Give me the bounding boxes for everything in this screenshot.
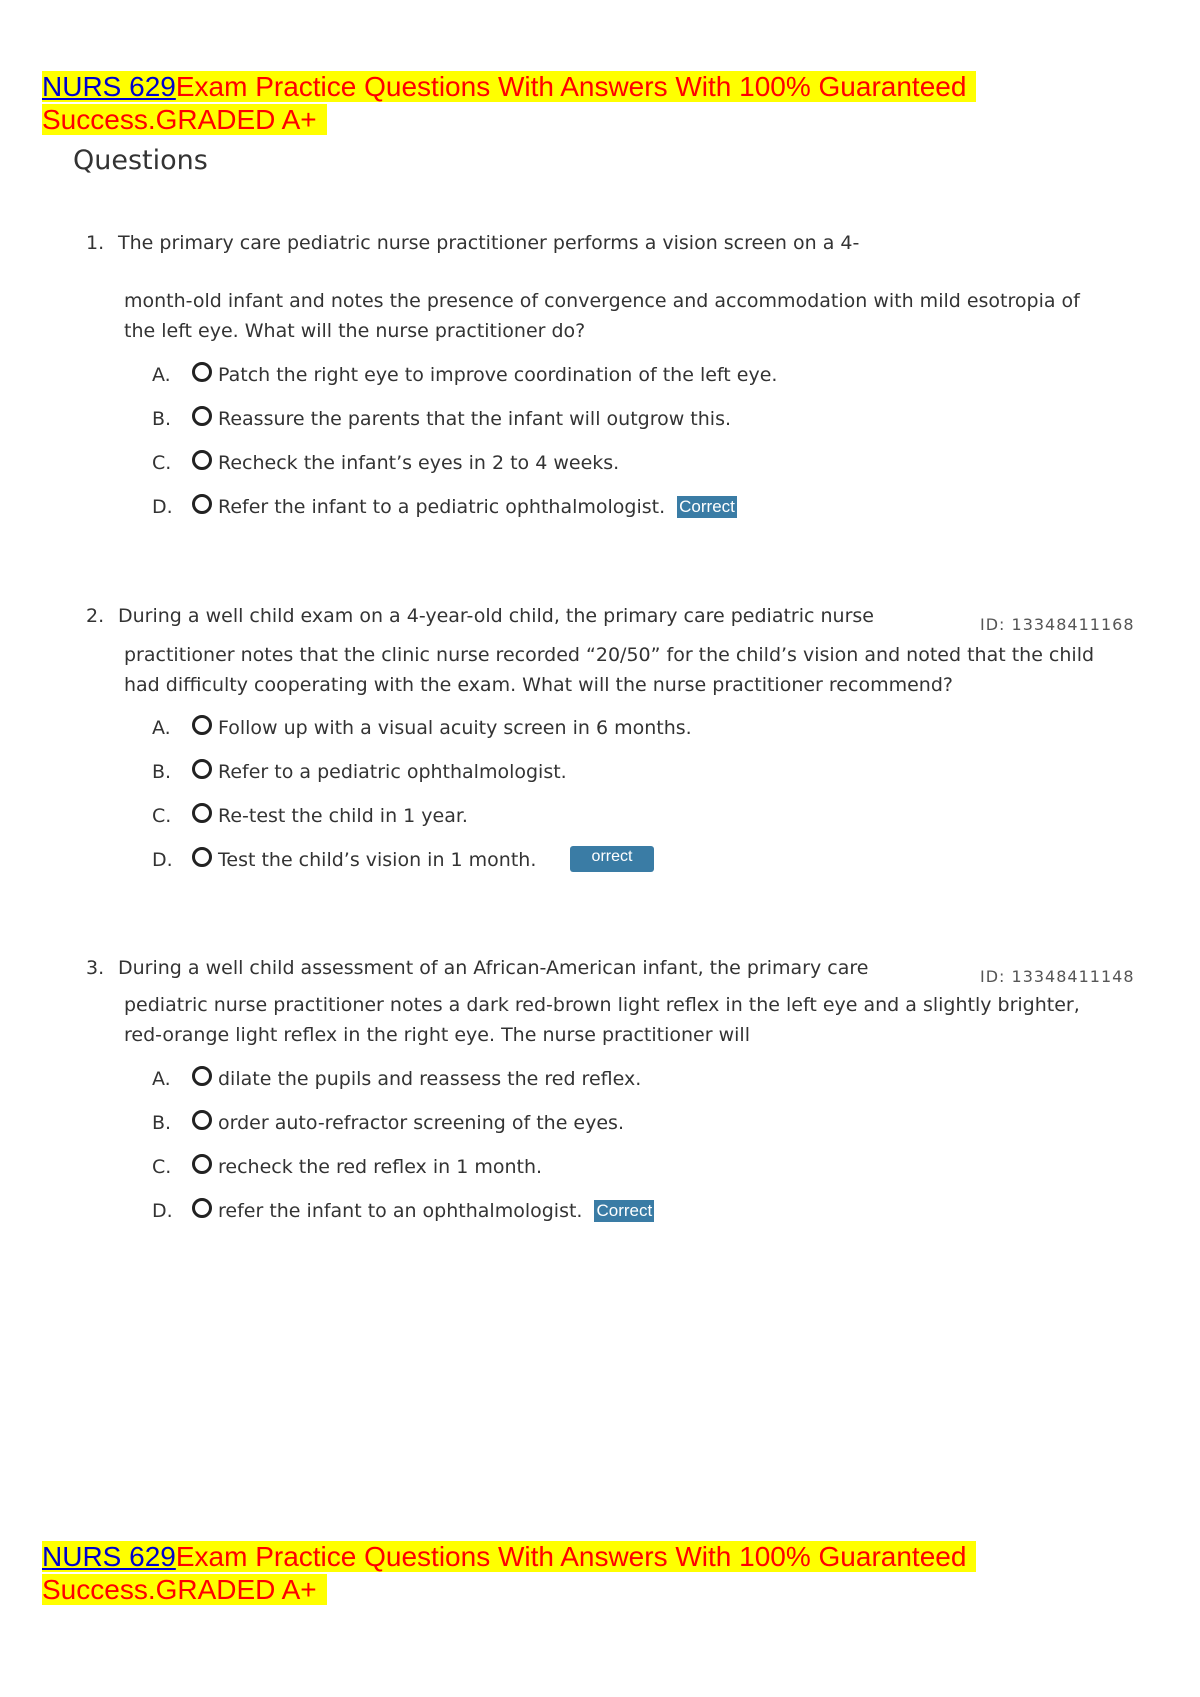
radio-icon[interactable] [192, 362, 212, 382]
option-text: Follow up with a visual acuity screen in 6 months. [218, 717, 692, 739]
header-title-line-1: Exam Practice Questions With Answers With 100% Guaranteed [175, 71, 967, 102]
page-footer [42, 1540, 1002, 1606]
option-letter: C. [152, 1156, 172, 1178]
answer-option-c[interactable] [152, 1156, 542, 1178]
course-link[interactable]: NURS 629 [42, 71, 176, 102]
footer-line-1 [42, 1541, 976, 1572]
radio-icon[interactable] [192, 450, 212, 470]
question-stem: pediatric nurse practitioner notes a dark red-brown light reflex in the left eye and a slightly brighter, red-orange light reflex in the right eye. The nurse practitioner will [124, 994, 1080, 1046]
option-text: dilate the pupils and reassess the red reflex. [218, 1068, 642, 1090]
footer-title-line-1: Exam Practice Questions With Answers With 100% Guaranteed [175, 1541, 967, 1572]
option-letter: B. [152, 1112, 172, 1134]
radio-icon[interactable] [192, 1066, 212, 1086]
option-letter: A. [152, 717, 171, 739]
option-letter: A. [152, 364, 171, 386]
radio-icon[interactable] [192, 1154, 212, 1174]
option-letter: C. [152, 452, 172, 474]
option-letter: D. [152, 496, 173, 518]
answer-option-c[interactable] [152, 452, 619, 474]
option-letter: A. [152, 1068, 171, 1090]
option-text: Refer to a pediatric ophthalmologist. [218, 761, 567, 783]
correct-badge: orrect [570, 846, 654, 872]
answer-option-a[interactable] [152, 717, 692, 739]
footer-title-line-2: Success.GRADED A+ [42, 1574, 327, 1605]
page-header [42, 70, 1002, 136]
question-stem-first-line: The primary care pediatric nurse practitioner performs a vision screen on a 4- [118, 232, 860, 254]
radio-icon[interactable] [192, 803, 212, 823]
question-stem-first-line: During a well child exam on a 4-year-old child, the primary care pediatric nurse [118, 605, 874, 627]
header-line-1 [42, 71, 976, 102]
option-letter: B. [152, 761, 172, 783]
option-text: Refer the infant to a pediatric ophthalmologist. [218, 496, 666, 518]
option-text: Re-test the child in 1 year. [218, 805, 468, 827]
radio-icon[interactable] [192, 759, 212, 779]
correct-badge: Correct [596, 1201, 653, 1220]
header-title-line-2: Success.GRADED A+ [42, 104, 327, 135]
answer-option-d[interactable] [152, 496, 737, 518]
question-stem: practitioner notes that the clinic nurse recorded “20/50” for the child’s vision and noted that the child had difficulty cooperating with the exam. What will the nurse practitioner recommend? [124, 644, 1095, 696]
correct-badge: Correct [679, 497, 735, 516]
question-number: 2. [86, 605, 105, 627]
option-letter: D. [152, 1200, 173, 1222]
radio-icon[interactable] [192, 1198, 212, 1218]
answer-option-a[interactable] [152, 364, 777, 386]
radio-icon[interactable] [192, 406, 212, 426]
radio-icon[interactable] [192, 1110, 212, 1130]
radio-icon[interactable] [192, 715, 212, 735]
course-link[interactable]: NURS 629 [42, 1541, 176, 1572]
section-title: Questions [73, 145, 208, 176]
option-letter: B. [152, 408, 172, 430]
question-number: 1. [86, 232, 105, 254]
option-text: Recheck the infant’s eyes in 2 to 4 weeks. [218, 452, 620, 474]
radio-icon[interactable] [192, 847, 212, 867]
option-text: recheck the red reflex in 1 month. [218, 1156, 543, 1178]
question-stem-first-line: During a well child assessment of an African-American infant, the primary care [118, 957, 869, 979]
answer-option-d[interactable] [152, 849, 536, 871]
answer-option-c[interactable] [152, 805, 468, 827]
question-id: ID: 13348411168 [980, 615, 1135, 634]
option-text: refer the infant to an ophthalmologist. [218, 1200, 583, 1222]
option-text: Reassure the parents that the infant will outgrow this. [218, 408, 732, 430]
answer-option-b[interactable] [152, 408, 731, 430]
question-number: 3. [86, 957, 105, 979]
option-letter: D. [152, 849, 173, 871]
option-text: order auto-refractor screening of the eyes. [218, 1112, 624, 1134]
option-letter: C. [152, 805, 172, 827]
radio-icon[interactable] [192, 494, 212, 514]
option-text: Test the child’s vision in 1 month. [218, 849, 537, 871]
answer-option-b[interactable] [152, 1112, 624, 1134]
option-text: Patch the right eye to improve coordination of the left eye. [218, 364, 778, 386]
answer-option-b[interactable] [152, 761, 567, 783]
answer-option-d[interactable] [152, 1200, 654, 1222]
question-stem: month-old infant and notes the presence of convergence and accommodation with mild esotropia of the left eye. What will the nurse practitioner do? [124, 290, 1080, 342]
question-id: ID: 13348411148 [980, 967, 1135, 986]
answer-option-a[interactable] [152, 1068, 641, 1090]
